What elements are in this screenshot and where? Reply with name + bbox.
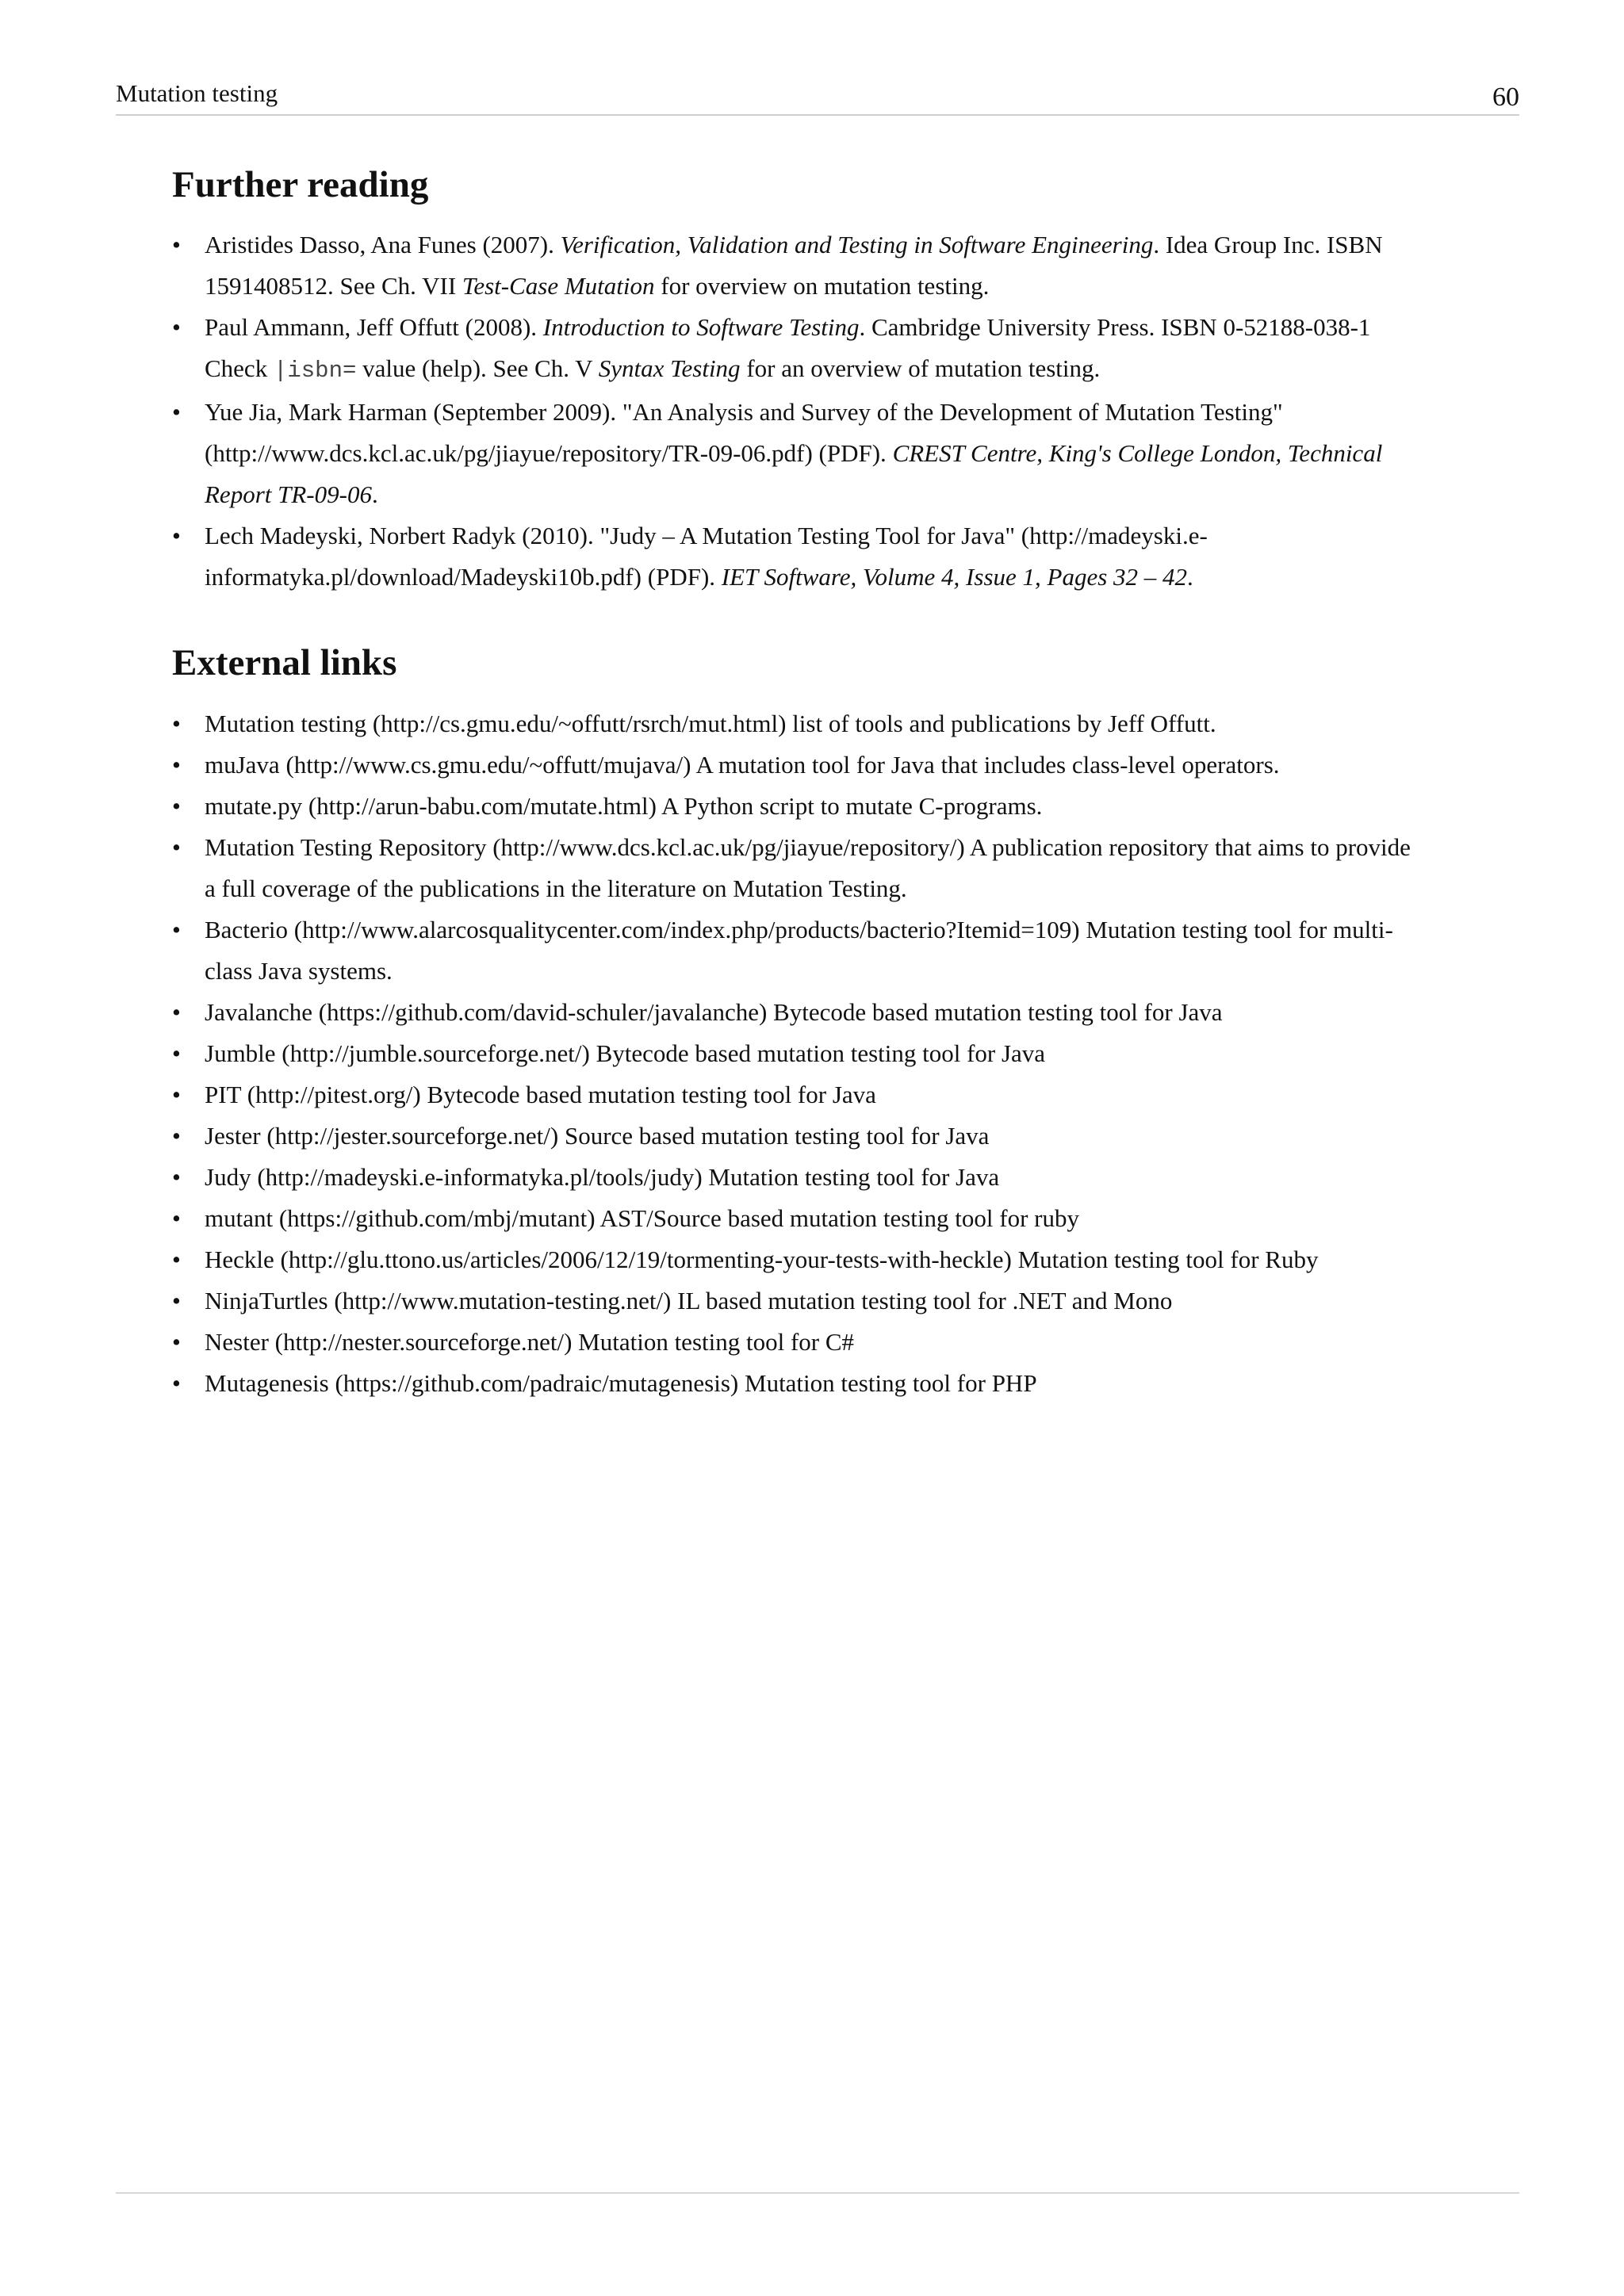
bullet-icon: •: [172, 1121, 181, 1150]
bullet-icon: •: [172, 1039, 181, 1067]
page-header: [116, 79, 1519, 116]
bullet-icon: •: [172, 791, 181, 820]
bullet-icon: •: [172, 1368, 181, 1397]
paper-link[interactable]: Lech Madeyski, Norbert Radyk (2010). "Judy – A Mutation Testing Tool for Java" (http://madeyski.e-informatyka.pl/download/Madeyski10b.pdf) (PDF).: [205, 522, 1208, 591]
external-link-text[interactable]: Javalanche (https://github.com/david-schuler/javalanche) Bytecode based mutation testing tool for Java: [205, 997, 1223, 1026]
bullet-icon: •: [172, 1080, 181, 1108]
external-link-text[interactable]: muJava (http://www.cs.gmu.edu/~offutt/mujava/) A mutation tool for Java that includes class-level operators.: [205, 750, 1280, 779]
journal: IET Software, Volume 4, Issue 1, Pages 32 – 42: [721, 563, 1188, 591]
bullet-icon: •: [172, 1327, 181, 1356]
external-link-item[interactable]: [172, 1074, 1425, 1115]
footer-rule: [116, 2192, 1519, 2194]
further-reading-heading: Further reading: [172, 164, 429, 205]
external-link-text[interactable]: Mutation Testing Repository (http://www.dcs.kcl.ac.uk/pg/jiayue/repository/) A publication repository that aims to provide a full coverage of the publications in the literature on Mutation Testing.: [205, 832, 1411, 902]
reference-item: • Paul Ammann, Jeff Offutt (2008). Introduction to Software Testing. Cambridge University Press. ISBN 0-52188-038-1 Check |isbn= value (help). See Ch. V Syntax Testing for an overview of mutation testing.: [172, 307, 1425, 392]
external-link-text[interactable]: Heckle (http://glu.ttono.us/articles/2006/12/19/tormenting-your-tests-with-heckle) Mutation testing tool for Ruby: [205, 1245, 1319, 1273]
external-link-text[interactable]: Judy (http://madeyski.e-informatyka.pl/tools/judy) Mutation testing tool for Java: [205, 1162, 1000, 1191]
external-link-text[interactable]: mutant (https://github.com/mbj/mutant) AST/Source based mutation testing tool for ruby: [205, 1203, 1079, 1232]
chapter-title: Test-Case Mutation: [462, 272, 655, 300]
bullet-icon: •: [172, 522, 181, 550]
bullet-icon: •: [172, 997, 181, 1026]
external-link-item[interactable]: [172, 744, 1425, 786]
external-link-item[interactable]: [172, 703, 1425, 744]
external-link-text[interactable]: Bacterio (http://www.alarcosqualitycenter.com/index.php/products/bacterio?Itemid=109) Mutation testing tool for multi-class Java systems.: [205, 915, 1393, 985]
external-link-item[interactable]: [172, 1280, 1425, 1322]
external-link-item[interactable]: [172, 1198, 1425, 1239]
external-link-item[interactable]: [172, 827, 1425, 909]
external-link-text[interactable]: Mutagenesis (https://github.com/padraic/mutagenesis) Mutation testing tool for PHP: [205, 1368, 1037, 1397]
bullet-icon: •: [172, 398, 181, 427]
article-content: [172, 163, 1425, 1404]
external-link-item[interactable]: [172, 992, 1425, 1033]
external-link-text[interactable]: Jumble (http://jumble.sourceforge.net/) Bytecode based mutation testing tool for Java: [205, 1039, 1046, 1067]
external-link-item[interactable]: [172, 786, 1425, 827]
bullet-icon: •: [172, 1203, 181, 1232]
running-title: Mutation testing: [116, 79, 278, 107]
bullet-icon: •: [172, 313, 181, 342]
bullet-icon: •: [172, 750, 181, 779]
external-link-item[interactable]: [172, 1115, 1425, 1157]
bullet-icon: •: [172, 1162, 181, 1191]
reference-item: • Yue Jia, Mark Harman (September 2009). "An Analysis and Survey of the Development of Mutation Testing" (http://www.dcs.kcl.ac.uk/pg/jiayue/repository/TR-09-06.pdf) (PDF). CREST Centre, King's College London, Technical Report TR-09-06.: [172, 392, 1425, 515]
isbn-param: |isbn=: [273, 358, 357, 385]
page-number: 60: [1492, 82, 1519, 112]
reference-item: • Aristides Dasso, Ana Funes (2007). Verification, Validation and Testing in Software Engineering. Idea Group Inc. ISBN 1591408512. See Ch. VII Test-Case Mutation for overview on mutation testing.: [172, 224, 1425, 307]
paper-link[interactable]: Yue Jia, Mark Harman (September 2009). "An Analysis and Survey of the Development of Mutation Testing" (http://www.dcs.kcl.ac.uk/pg/jiayue/repository/TR-09-06.pdf) (PDF).: [205, 398, 1283, 468]
external-link-item[interactable]: [172, 1239, 1425, 1280]
bullet-icon: •: [172, 915, 181, 943]
external-link-item[interactable]: [172, 1363, 1425, 1404]
chapter-title: Syntax Testing: [598, 354, 741, 383]
external-link-text[interactable]: PIT (http://pitest.org/) Bytecode based mutation testing tool for Java: [205, 1080, 876, 1108]
reference-item: • Lech Madeyski, Norbert Radyk (2010). "Judy – A Mutation Testing Tool for Java" (http://madeyski.e-informatyka.pl/download/Madeyski10b.pdf) (PDF). IET Software, Volume 4, Issue 1, Pages 32 – 42.: [172, 515, 1425, 598]
external-links-list: [172, 703, 1425, 1404]
external-link-text[interactable]: Mutation testing (http://cs.gmu.edu/~offutt/rsrch/mut.html) list of tools and publications by Jeff Offutt.: [205, 709, 1216, 737]
external-link-text[interactable]: NinjaTurtles (http://www.mutation-testing.net/) IL based mutation testing tool for .NET and Mono: [205, 1286, 1173, 1314]
bullet-icon: •: [172, 709, 181, 737]
external-link-text[interactable]: Jester (http://jester.sourceforge.net/) Source based mutation testing tool for Java: [205, 1121, 990, 1150]
book-title-link[interactable]: Introduction to Software Testing: [542, 313, 860, 342]
external-link-item[interactable]: [172, 909, 1425, 992]
external-link-text[interactable]: Nester (http://nester.sourceforge.net/) Mutation testing tool for C#: [205, 1327, 855, 1356]
further-reading-list: [172, 224, 1425, 598]
book-title-link[interactable]: Verification, Validation and Testing in Software Engineering: [560, 231, 1154, 259]
bullet-icon: •: [172, 1286, 181, 1314]
bullet-icon: •: [172, 1245, 181, 1273]
bullet-icon: •: [172, 832, 181, 861]
external-links-heading: External links: [172, 642, 397, 684]
bullet-icon: •: [172, 231, 181, 259]
publisher: CREST Centre, King's College London, Technical Report TR-09-06: [205, 439, 1383, 509]
external-link-text[interactable]: mutate.py (http://arun-babu.com/mutate.html) A Python script to mutate C-programs.: [205, 791, 1043, 820]
external-link-item[interactable]: [172, 1157, 1425, 1198]
external-link-item[interactable]: [172, 1322, 1425, 1363]
external-link-item[interactable]: [172, 1033, 1425, 1074]
